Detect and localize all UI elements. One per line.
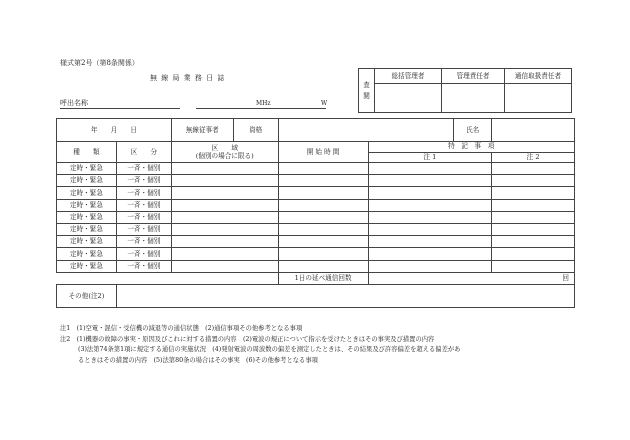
log-row-start-time[interactable] — [278, 175, 368, 187]
col-note1-header: 注 1 — [368, 152, 492, 163]
log-row-start-time[interactable] — [278, 260, 368, 272]
log-row-start-time[interactable] — [278, 248, 368, 260]
log-row-note1[interactable] — [368, 199, 492, 211]
log-row-type[interactable]: 定時・緊急 — [57, 199, 117, 211]
log-row-type[interactable]: 定時・緊急 — [57, 175, 117, 187]
col-note2-header: 注 2 — [492, 152, 575, 163]
log-row-area[interactable] — [171, 248, 278, 260]
freq-unit: MHz — [256, 100, 271, 107]
log-row-note2[interactable] — [492, 248, 575, 260]
log-row-note2[interactable] — [492, 187, 575, 199]
name-value[interactable] — [492, 119, 575, 142]
log-row-start-time[interactable] — [278, 187, 368, 199]
signoff-stamp-general-manager[interactable] — [375, 84, 442, 113]
log-row-start-time[interactable] — [278, 199, 368, 211]
footnote-1: 注1 (1)空電・混信・受信機の減退等の通信状態 (2)通信事項その他参考となる事項 — [60, 325, 303, 332]
daily-total-row — [57, 272, 575, 284]
log-row-note2[interactable] — [492, 163, 575, 175]
signoff-header-manager: 管理責任者 — [442, 69, 505, 84]
log-row-note2[interactable] — [492, 175, 575, 187]
log-row-note1[interactable] — [368, 248, 492, 260]
log-row-note1[interactable] — [368, 211, 492, 223]
log-row-note1[interactable] — [368, 163, 492, 175]
signoff-stamp-comm-officer[interactable] — [505, 84, 572, 113]
log-row-note1[interactable] — [368, 223, 492, 235]
log-row-type[interactable]: 定時・緊急 — [57, 223, 117, 235]
log-row-type[interactable]: 定時・緊急 — [57, 260, 117, 272]
other-row — [57, 284, 575, 307]
log-table — [56, 118, 575, 308]
log-row-division[interactable]: 一斉・個別 — [116, 199, 171, 211]
log-row-note2[interactable] — [492, 223, 575, 235]
frequency-power-field[interactable] — [196, 108, 326, 109]
daily-total-unit: 回 — [562, 273, 569, 282]
log-row — [57, 199, 575, 211]
daily-total-label: 1日の延べ通信回数 — [278, 272, 368, 284]
log-row-area[interactable] — [171, 223, 278, 235]
log-row-division[interactable]: 一斉・個別 — [116, 223, 171, 235]
footnotes — [60, 324, 460, 366]
log-row-area[interactable] — [171, 163, 278, 175]
log-row-division[interactable]: 一斉・個別 — [116, 187, 171, 199]
log-row-division[interactable]: 一斉・個別 — [116, 163, 171, 175]
log-row-type[interactable]: 定時・緊急 — [57, 163, 117, 175]
col-area-title: 区 域 — [211, 144, 238, 152]
header-row-operator — [57, 119, 575, 142]
log-row-area[interactable] — [171, 236, 278, 248]
daily-total-spacer — [57, 272, 279, 284]
log-row-type[interactable]: 定時・緊急 — [57, 211, 117, 223]
log-row-division[interactable]: 一斉・個別 — [116, 248, 171, 260]
signoff-header-general-manager: 総括管理者 — [375, 69, 442, 84]
log-row — [57, 175, 575, 187]
log-row-start-time[interactable] — [278, 163, 368, 175]
footnote-2-cont-2: るときはその措置の内容 (5)法第80条の場合はその事実 (6)その他参考となる事項 — [78, 356, 318, 364]
qualification-value[interactable] — [278, 119, 454, 142]
operator-label: 無線従事者 — [171, 119, 233, 142]
log-row — [57, 211, 575, 223]
log-row-start-time[interactable] — [278, 211, 368, 223]
col-area-note: (個別の場合に限る) — [195, 152, 254, 160]
log-row — [57, 260, 575, 272]
log-row-note2[interactable] — [492, 211, 575, 223]
col-type-header: 種 類 — [57, 142, 117, 163]
log-row-area[interactable] — [171, 199, 278, 211]
log-row — [57, 248, 575, 260]
call-sign-field[interactable] — [60, 108, 180, 109]
col-remarks-header: 特 記 事 項 — [368, 142, 574, 153]
log-row-type[interactable]: 定時・緊急 — [57, 248, 117, 260]
power-unit: W — [321, 100, 328, 107]
log-row-note2[interactable] — [492, 260, 575, 272]
other-label: その他(注2) — [57, 284, 117, 307]
other-value[interactable] — [116, 284, 574, 307]
call-sign-label: 呼出名称 — [60, 99, 88, 107]
column-header-row-top — [57, 142, 575, 153]
log-row-area[interactable] — [171, 260, 278, 272]
log-row-note2[interactable] — [492, 199, 575, 211]
signoff-table — [358, 68, 572, 113]
log-row-note1[interactable] — [368, 187, 492, 199]
log-row-division[interactable]: 一斉・個別 — [116, 260, 171, 272]
log-row-note1[interactable] — [368, 236, 492, 248]
log-row-type[interactable]: 定時・緊急 — [57, 187, 117, 199]
log-row-note1[interactable] — [368, 175, 492, 187]
log-row — [57, 163, 575, 175]
log-row — [57, 236, 575, 248]
signoff-stamp-manager[interactable] — [442, 84, 505, 113]
qualification-label: 資格 — [233, 119, 278, 142]
log-row-start-time[interactable] — [278, 236, 368, 248]
log-row-division[interactable]: 一斉・個別 — [116, 236, 171, 248]
log-row-area[interactable] — [171, 211, 278, 223]
log-row-area[interactable] — [171, 187, 278, 199]
col-start-time-header: 開 始 時 間 — [278, 142, 368, 163]
name-label: 氏名 — [454, 119, 492, 142]
date-label: 年 月 日 — [57, 119, 172, 142]
footnote-2-cont-1: (3)法第74条第1項に規定する通信の実施状況 (4)発射電波の周波数の偏差を測定したときは、その結果及び許容偏差を超える偏差があ — [78, 346, 461, 353]
log-row-area[interactable] — [171, 175, 278, 187]
log-row — [57, 223, 575, 235]
daily-total-value[interactable] — [368, 272, 574, 284]
log-row-division[interactable]: 一斉・個別 — [116, 175, 171, 187]
col-division-header: 区 分 — [116, 142, 171, 163]
form-title: 無 線 局 業 務 日 誌 — [150, 74, 226, 82]
footnote-2: 注2 (1)機器の故障の事実・原因及びこれに対する措置の内容 (2)電波の規正について指示を受けたときはその事実及び措置の内容 — [60, 335, 435, 343]
log-row-note2[interactable] — [492, 236, 575, 248]
log-row-start-time[interactable] — [278, 223, 368, 235]
log-row-division[interactable]: 一斉・個別 — [116, 211, 171, 223]
signoff-header-comm-officer: 通信取扱責任者 — [505, 69, 572, 84]
log-row-type[interactable]: 定時・緊急 — [57, 236, 117, 248]
col-area-header — [171, 142, 278, 163]
log-row — [57, 187, 575, 199]
log-row-note1[interactable] — [368, 260, 492, 272]
form-id: 様式第2号（第8条関係） — [60, 59, 139, 67]
review-label: 査閲 — [359, 69, 375, 113]
